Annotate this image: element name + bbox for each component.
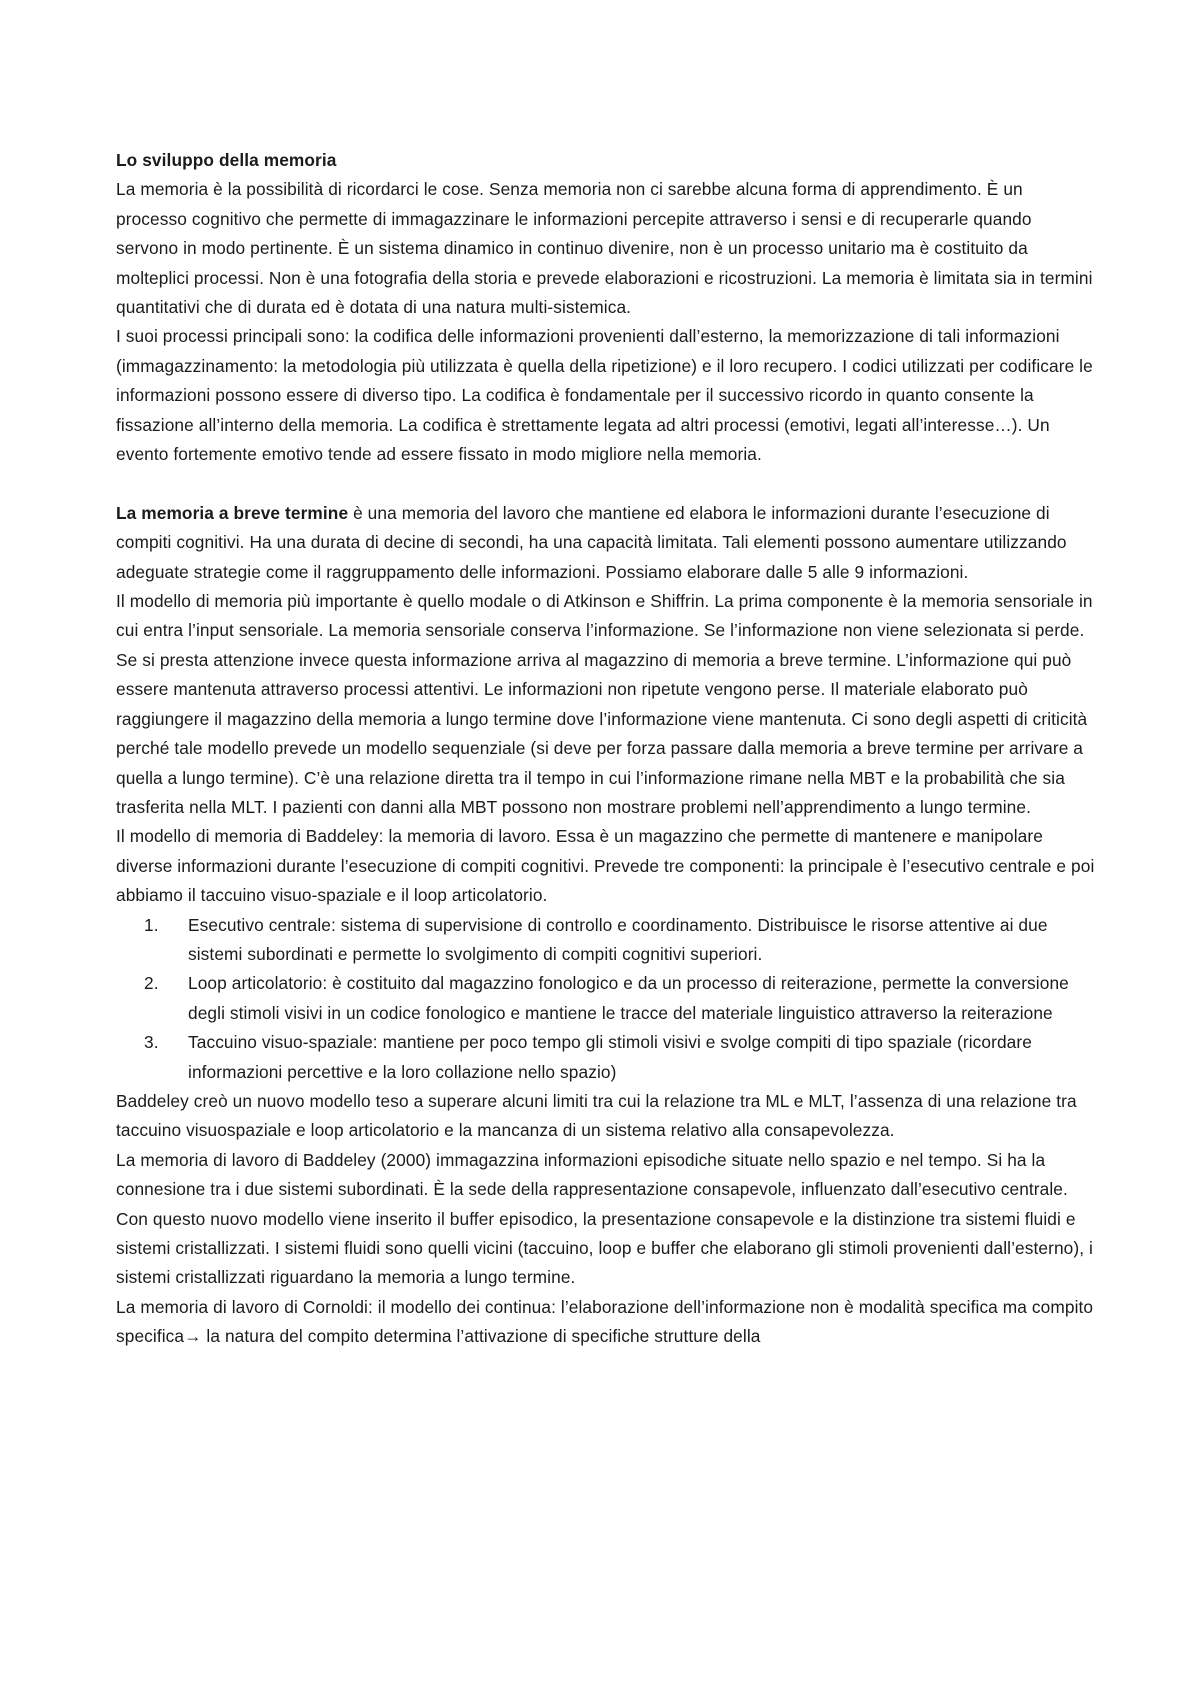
document-title: Lo sviluppo della memoria [116, 150, 337, 170]
new-model-paragraph: Baddeley creò un nuovo modello teso a superare alcuni limiti tra cui la relazione tra ML e MLT, l’assenza di una relazione tra taccuino visuospaziale e loop articolatorio e la mancanza di un sistema relativo alla consapevolezza. [116, 1090, 1077, 1141]
list-item-text: Taccuino visuo-spaziale: mantiene per poco tempo gli stimoli visivi e svolge compiti di tipo spaziale (ricordare informazioni percettive e la loro collazione nello spazio) [188, 1032, 1032, 1082]
mbt-text: è una memoria del lavoro che mantiene ed elabora le informazioni durante l’esecuzione di compiti cognitivi. Ha una durata di decine di secondi, ha una capacità limitata. Tali elementi possono aumentare utilizzando adeguate strategie come il raggruppamento delle informazioni. Possiamo elaborare dalle 5 alle 9 informazioni. [116, 502, 1067, 582]
paragraph-spacer [116, 469, 1098, 498]
atkinson-paragraph: Il modello di memoria più importante è quello modale o di Atkinson e Shiffrin. La prima componente è la memoria sensoriale in cui entra l’input sensoriale. La memoria sensoriale conserva l’informazione. Se l’informazione non viene selezionata si perde. Se si presta attenzione invece questa informazione arriva al magazzino di memoria a breve termine. L’informazione qui può essere mantenuta attraverso processi attentivi. Le informazioni non ripetute vengono perse. Il materiale elaborato può raggiungere il magazzino della memoria a lungo termine dove l’informazione viene mantenuta. Ci sono degli aspetti di criticità perché tale modello prevede un modello sequenziale (si deve per forza passare dalla memoria a breve termine per arrivare a quella a lungo termine). C’è una relazione diretta tra il tempo in cui l’informazione rimane nella MBT e la probabilità che sia trasferita nella MLT. I pazienti con danni alla MBT possono non mostrare problemi nell’apprendimento a lungo termine. [116, 591, 1093, 817]
mbt-heading: La memoria a breve termine [116, 502, 349, 523]
list-item-text: Esecutivo centrale: sistema di supervisione di controllo e coordinamento. Distribuisce le risorse attentive ai due sistemi subordinati e permette lo svolgimento di compiti cognitivi superiori. [188, 914, 1048, 964]
list-item-number: 1. [144, 914, 159, 935]
buffer-paragraph: Con questo nuovo modello viene inserito il buffer episodico, la presentazione consapevole e la distinzione tra sistemi fluidi e sistemi cristallizzati. I sistemi fluidi sono quelli vicini (taccuino, loop e buffer che elaborano gli stimoli provenienti dall’esterno), i sistemi cristallizzati riguardano la memoria a lungo termine. [116, 1208, 1093, 1288]
list-item [116, 1028, 1098, 1087]
intro-paragraph: La memoria è la possibilità di ricordarci le cose. Senza memoria non ci sarebbe alcuna forma di apprendimento. È un processo cognitivo che permette di immagazzinare le informazioni percepite attraverso i sensi e di recuperarle quando servono in modo pertinente. È un sistema dinamico in continuo divenire, non è un processo unitario ma è costituito da molteplici processi. Non è una fotografia della storia e prevede elaborazioni e ricostruzioni. La memoria è limitata sia in termini quantitativi che di durata ed è dotata di una natura multi-sistemica. [116, 179, 1093, 318]
baddeley-2000-paragraph: La memoria di lavoro di Baddeley (2000) immagazzina informazioni episodiche situate nello spazio e nel tempo. Si ha la connesione tra i due sistemi subordinati. È la sede della rappresentazione consapevole, influenzato dall’esecutivo centrale. [116, 1149, 1068, 1200]
list-item [116, 969, 1098, 1028]
document-body [116, 146, 1098, 1352]
baddeley-paragraph: Il modello di memoria di Baddeley: la memoria di lavoro. Essa è un magazzino che permette di mantenere e manipolare diverse informazioni durante l’esecuzione di compiti cognitivi. Prevede tre componenti: la principale è l’esecutivo centrale e poi abbiamo il taccuino visuo-spaziale e il loop articolatorio. [116, 826, 1095, 906]
list-item [116, 911, 1098, 970]
list-item-text: Loop articolatorio: è costituito dal magazzino fonologico e da un processo di reiterazione, permette la conversione degli stimoli visivi in un codice fonologico e mantiene le tracce del materiale linguistico attraverso la reiterazione [188, 973, 1069, 1023]
mbt-paragraph [116, 499, 1098, 587]
list-item-number: 3. [144, 1032, 159, 1053]
components-list [116, 911, 1098, 1087]
processes-paragraph: I suoi processi principali sono: la codifica delle informazioni provenienti dall’esterno, la memorizzazione di tali informazioni (immagazzinamento: la metodologia più utilizzata è quella della ripetizione) e il loro recupero. I codici utilizzati per codificare le informazioni possono essere di diverso tipo. La codifica è fondamentale per il successivo ricordo in quanto consente la fissazione all’interno della memoria. La codifica è strettamente legata ad altri processi (emotivi, legati all’interesse…). Un evento fortemente emotivo tende ad essere fissato in modo migliore nella memoria. [116, 326, 1093, 465]
list-item-number: 2. [144, 973, 159, 994]
cornoldi-paragraph: La memoria di lavoro di Cornoldi: il modello dei continua: l’elaborazione dell’informazione non è modalità specifica ma compito specifica→ la natura del compito determina l’attivazione di specifiche strutture della [116, 1296, 1094, 1347]
